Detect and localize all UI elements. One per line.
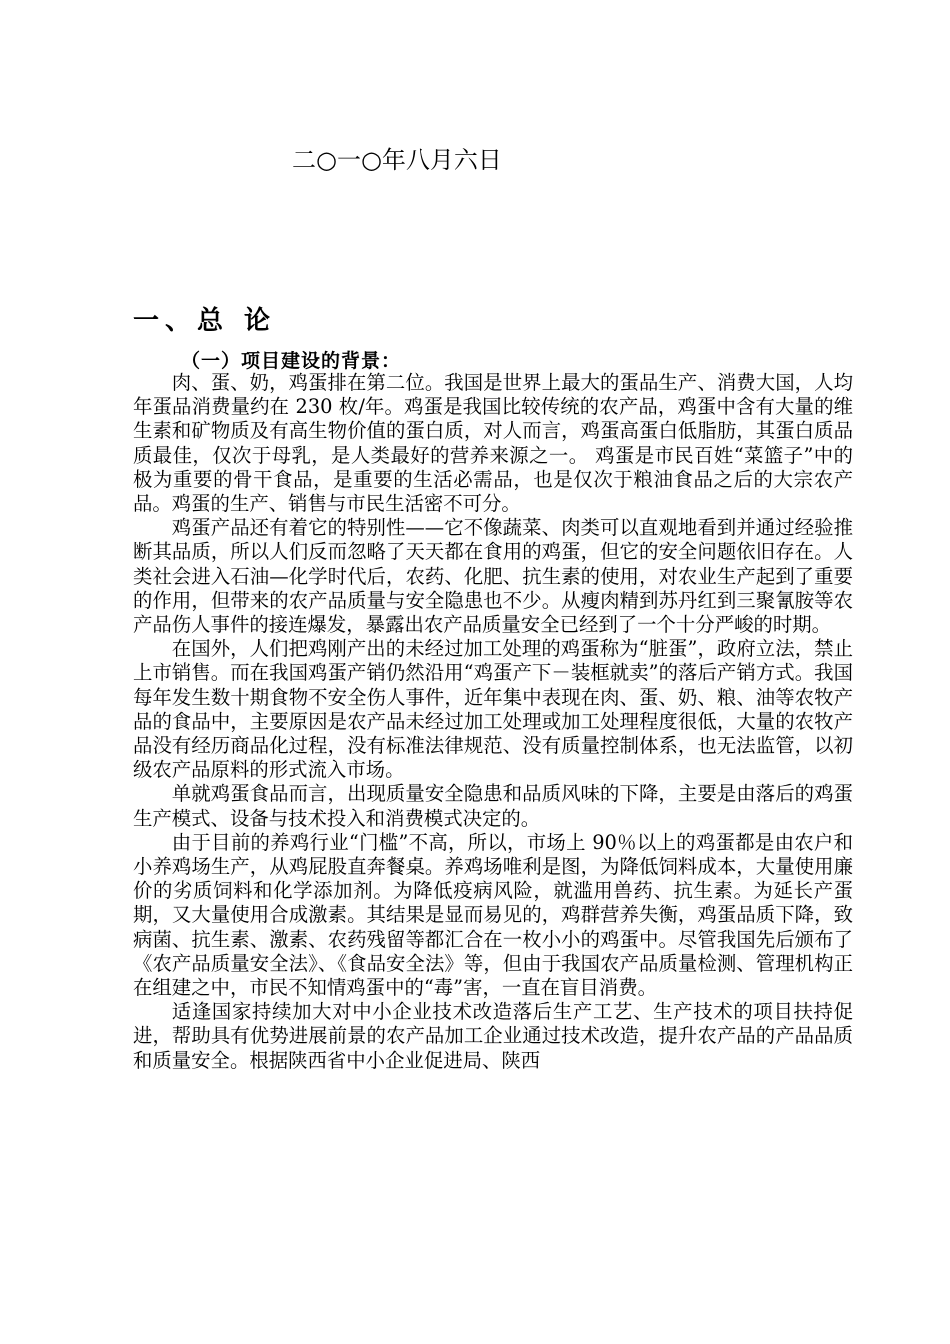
paragraph: 肉、蛋、奶，鸡蛋排在第二位。我国是世界上最大的蛋品生产、消费大国，人均年蛋品消费量约在 230 枚/年。鸡蛋是我国比较传统的农产品，鸡蛋中含有大量的维生素和矿物质及有高生物价值的蛋白质，对人而言，鸡蛋高蛋白低脂肪，其蛋白质品质最佳，仅次于母乳，是人类最好的营养来源之一。 鸡蛋是市民百姓“菜篮子”中的极为重要的骨干食品，是重要的生活必需品，也是仅次于粮油食品之后的大宗农产品。鸡蛋的生产、销售与市民生活密不可分。	[133, 371, 853, 516]
body-text	[133, 371, 853, 1073]
paragraph: 适逢国家持续加大对中小企业技术改造落后生产工艺、生产技术的项目扶持促进，帮助具有优势进展前景的农产品加工企业通过技术改造，提升农产品的产品品质和质量安全。根据陕西省中小企业促进局、陕西	[133, 1000, 853, 1072]
paragraph: 在国外，人们把鸡刚产出的未经过加工处理的鸡蛋称为“脏蛋”，政府立法，禁止上市销售。而在我国鸡蛋产销仍然沿用“鸡蛋产下－装框就卖”的落后产销方式。我国每年发生数十期食物不安全伤人事件，近年集中表现在肉、蛋、奶、粮、油等农牧产品的食品中，主要原因是农产品未经过加工处理或加工处理程度很低，大量的农牧产品没有经历商品化过程，没有标准法律规范、没有质量控制体系，也无法监管，以初级农产品原料的形式流入市场。	[133, 637, 853, 782]
paragraph: 鸡蛋产品还有着它的特别性——它不像蔬菜、肉类可以直观地看到并通过经验推断其品质，所以人们反而忽略了天天都在食用的鸡蛋，但它的安全问题依旧存在。人类社会进入石油—化学时代后，农药、化肥、抗生素的使用，对农业生产起到了重要的作用，但带来的农产品质量与安全隐患也不少。从瘦肉精到苏丹红到三聚氰胺等农产品伤人事件的接连爆发，暴露出农产品质量安全已经到了一个十分严峻的时期。	[133, 516, 853, 637]
paragraph: 单就鸡蛋食品而言，出现质量安全隐患和品质风味的下降，主要是由落后的鸡蛋生产模式、设备与技术投入和消费模式决定的。	[133, 782, 853, 830]
document-date: 二○一○年八月六日	[292, 146, 502, 174]
sub-heading: （一）项目建设的背景：	[181, 350, 402, 372]
paragraph: 由于目前的养鸡行业“门槛”不高，所以，市场上 90％以上的鸡蛋都是由农户和小养鸡场生产，从鸡屁股直奔餐桌。养鸡场唯利是图，为降低饲料成本，大量使用廉价的劣质饲料和化学添加剂。为降低疫病风险，就滥用兽药、抗生素。为延长产蛋期，又大量使用合成激素。其结果是显而易见的，鸡群营养失衡，鸡蛋品质下降，致病菌、抗生素、激素、农药残留等都汇合在一枚小小的鸡蛋中。尽管我国先后颁布了《农产品质量安全法》、《食品安全法》等，但由于我国农产品质量检测、管理机构正在组建之中，市民不知情鸡蛋中的“毒”害，一直在盲目消费。	[133, 830, 853, 1000]
section-heading: 一、总 论	[133, 306, 277, 336]
